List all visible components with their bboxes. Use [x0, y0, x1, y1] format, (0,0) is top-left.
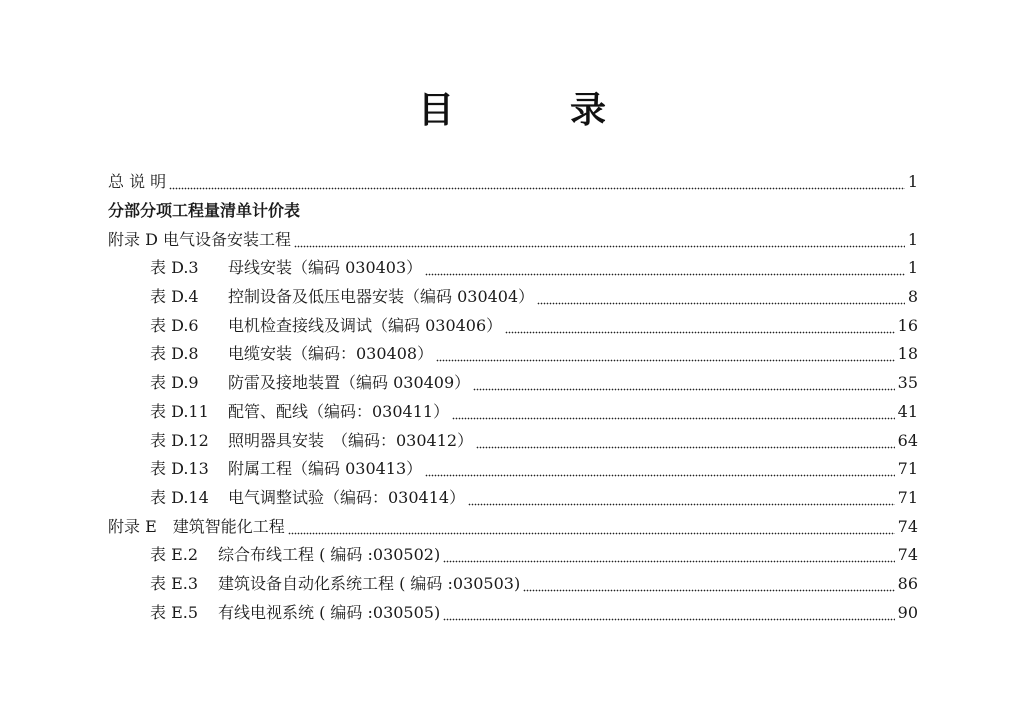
dot-leader — [476, 431, 895, 451]
toc-page-number: 74 — [897, 516, 918, 536]
page-title: 目 录 — [417, 89, 646, 131]
toc-entry-appendix-e[interactable] — [108, 512, 918, 541]
dot-leader — [537, 287, 905, 307]
toc-entry-label: 控制设备及低压电器安装（编码 030404） — [228, 287, 535, 307]
dot-leader — [468, 488, 895, 508]
dot-leader — [425, 258, 905, 278]
toc-heading-label: 分部分项工程量清单计价表 — [108, 201, 301, 221]
toc-page-number: 64 — [897, 430, 918, 450]
toc-page-number: 74 — [897, 545, 918, 565]
toc-entry-code: 表 D.4 — [150, 287, 199, 307]
toc-entry-d13[interactable] — [108, 455, 918, 484]
toc-page-number: 71 — [897, 459, 918, 479]
toc-entry-code: 表 E.3 — [150, 573, 199, 593]
toc-page-number: 41 — [897, 401, 918, 421]
toc-entry-label: 总 说 明 — [108, 172, 167, 192]
toc-entry-label: 防雷及接地装置（编码 030409） — [228, 373, 471, 393]
dot-leader — [294, 230, 905, 250]
toc-entry-code: 表 D.14 — [150, 487, 209, 507]
toc-page-number: 18 — [897, 344, 918, 364]
toc-entry-code: 表 E.5 — [150, 602, 199, 622]
dot-leader — [523, 574, 894, 594]
toc-entry-e5[interactable] — [108, 598, 918, 627]
dot-leader — [443, 603, 894, 623]
toc-entry-label: 综合布线工程 ( 编码 :030502) — [218, 545, 441, 565]
toc-entry-label: 母线安装（编码 030403） — [228, 258, 423, 278]
dot-leader — [288, 517, 895, 537]
dot-leader — [473, 373, 894, 393]
toc-page-number: 1 — [907, 258, 918, 278]
toc-entry-d3[interactable] — [108, 254, 918, 283]
toc-entry-d4[interactable] — [108, 283, 918, 312]
toc-entry-code: 表 D.6 — [150, 315, 199, 335]
toc-entry-code: 表 D.13 — [150, 459, 209, 479]
dot-leader — [443, 545, 894, 565]
toc-entry-label: 附录 E 建筑智能化工程 — [108, 516, 285, 536]
table-of-contents — [108, 168, 918, 627]
toc-entry-code: 表 D.11 — [150, 401, 209, 421]
toc-entry-general[interactable] — [108, 168, 918, 197]
dot-leader — [452, 402, 895, 422]
toc-entry-code: 表 D.3 — [150, 258, 199, 278]
toc-entry-label: 电气调整试验（编码：030414） — [228, 487, 466, 507]
toc-entry-d6[interactable] — [108, 311, 918, 340]
dot-leader — [505, 316, 894, 336]
toc-entry-d9[interactable] — [108, 369, 918, 398]
toc-entry-d14[interactable] — [108, 484, 918, 513]
toc-entry-appendix-d[interactable] — [108, 225, 918, 254]
toc-entry-label: 附录 D 电气设备安装工程 — [108, 229, 292, 249]
toc-entry-label: 建筑设备自动化系统工程 ( 编码 :030503) — [218, 573, 521, 593]
toc-section-heading — [108, 197, 918, 226]
toc-entry-label: 电缆安装（编码：030408） — [228, 344, 434, 364]
toc-entry-label: 附属工程（编码 030413） — [228, 459, 423, 479]
dot-leader — [436, 344, 895, 364]
toc-page-number: 86 — [897, 573, 918, 593]
toc-entry-d11[interactable] — [108, 398, 918, 427]
toc-page-number: 16 — [897, 315, 918, 335]
toc-entry-e2[interactable] — [108, 541, 918, 570]
toc-page-number: 1 — [907, 172, 918, 192]
toc-page-number: 71 — [897, 487, 918, 507]
toc-entry-code: 表 D.8 — [150, 344, 199, 364]
toc-entry-label: 有线电视系统 ( 编码 :030505) — [218, 602, 441, 622]
toc-entry-label: 电机检查接线及调试（编码 030406） — [228, 315, 503, 335]
toc-entry-code: 表 D.12 — [150, 430, 209, 450]
toc-entry-d12[interactable] — [108, 426, 918, 455]
dot-leader — [425, 459, 894, 479]
toc-entry-code: 表 E.2 — [150, 545, 199, 565]
toc-entry-code: 表 D.9 — [150, 373, 199, 393]
toc-page-number: 90 — [897, 602, 918, 622]
toc-entry-d8[interactable] — [108, 340, 918, 369]
toc-page-number: 1 — [907, 229, 918, 249]
toc-entry-label: 照明器具安装 （编码：030412） — [228, 430, 474, 450]
toc-page-number: 8 — [907, 287, 918, 307]
toc-page-number: 35 — [897, 373, 918, 393]
toc-entry-e3[interactable] — [108, 570, 918, 599]
toc-entry-label: 配管、配线（编码：030411） — [228, 401, 450, 421]
dot-leader — [169, 172, 905, 192]
